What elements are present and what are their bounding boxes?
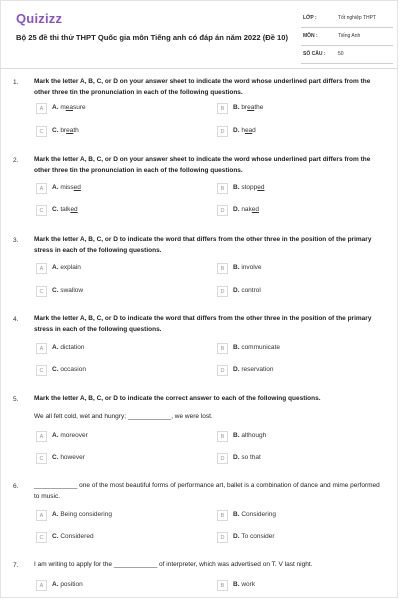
underlined-part: ea (66, 127, 74, 134)
logo-text: Quizizz (16, 11, 63, 26)
option-prefix: B. (233, 184, 242, 191)
meta-row-class (301, 10, 393, 28)
option-prefix: D. (233, 127, 242, 134)
meta-value: Tốt nghiệp THPT (338, 15, 376, 21)
option-text: A. dictation (52, 344, 85, 351)
option-text: B. work (233, 581, 256, 588)
option-prefix: A. (52, 581, 61, 588)
question-number: 3. (13, 237, 19, 244)
option-prefix: A. (52, 104, 61, 111)
option-letter-box: A (36, 510, 47, 521)
option-prefix: C. (52, 454, 61, 461)
option-text: D. control (233, 287, 261, 294)
option-text: A. position (52, 581, 83, 588)
meta-row-count (301, 46, 393, 64)
option-text: A. explain (52, 264, 81, 271)
option-prefix: B. (233, 581, 242, 588)
question-number: 6. (13, 483, 19, 490)
option-prefix: A. (52, 511, 61, 518)
meta-label: LỚP : (303, 15, 317, 21)
option-prefix: A. (52, 264, 61, 271)
option-letter-box: B (217, 580, 228, 591)
option-letter-box: D (217, 365, 228, 376)
underlined-part: ed (251, 206, 260, 213)
option-text: B. although (233, 432, 267, 439)
option-prefix: C. (52, 287, 61, 294)
question-text: I am writing to apply for the ____________ of interpreter, which was advertised on T. V last night. (34, 561, 313, 568)
option-letter-box: D (217, 453, 228, 464)
option-letter-box: B (217, 183, 228, 194)
option-text: D. reservation (233, 366, 274, 373)
question-number: 2. (13, 157, 19, 164)
option-letter-box: B (217, 343, 228, 354)
option-prefix: D. (233, 206, 242, 213)
option-letter-box: B (217, 263, 228, 274)
option-prefix: B. (233, 264, 242, 271)
question-text: Mark the letter A, B, C, or D on your answer sheet to indicate the word whose underlined part differs from the other three tin the pronunciation in each of the following questions. (34, 156, 371, 174)
worksheet-title: Bộ 25 đề thi thử THPT Quốc gia môn Tiếng anh có đáp án năm 2022 (Đề 10) (16, 33, 289, 42)
option-prefix: A. (52, 432, 61, 439)
option-text: D. so that (233, 454, 261, 461)
meta-value: 50 (338, 51, 344, 57)
option-prefix: D. (233, 287, 242, 294)
option-text: B. Considering (233, 511, 276, 518)
option-letter-box: D (217, 126, 228, 137)
option-letter-box: D (217, 205, 228, 216)
option-letter-box: A (36, 103, 47, 114)
underlined-part: ed (70, 206, 78, 213)
option-text: C. swallow (52, 287, 84, 294)
underlined-part: ed (257, 184, 265, 191)
question-text: Mark the letter A, B, C, or D to indicate the correct answer to each of the following questions. (34, 395, 321, 402)
option-prefix: C. (52, 127, 61, 134)
option-letter-box: C (36, 286, 47, 297)
option-letter-box: B (217, 510, 228, 521)
meta-table (301, 10, 393, 64)
option-text: A. missed (52, 184, 81, 191)
meta-value: Tiếng Anh (338, 33, 361, 39)
option-prefix: B. (233, 511, 242, 518)
option-text: B. breathe (233, 104, 264, 111)
quizizz-logo (16, 11, 62, 26)
underlined-part: ea (65, 104, 73, 111)
question-number: 4. (13, 316, 19, 323)
option-letter-box: C (36, 205, 47, 216)
meta-label: MÔN : (303, 33, 318, 39)
underlined-part: ea (247, 104, 255, 111)
question-text: Mark the letter A, B, C, or D on your answer sheet to indicate the word whose underlined part differs from the other three tin the pronunciation in each of the following questions. (34, 78, 371, 96)
option-text: D. naked (233, 206, 260, 213)
question-text: Mark the letter A, B, C, or D to indicate the word that differs from the other three in the position of the primary stress in each of the following questions. (34, 236, 372, 254)
meta-row-subject (301, 28, 393, 46)
option-text: D. head (233, 127, 256, 134)
option-text: D. To consider (233, 533, 275, 540)
question-stem: We all felt cold, wet and hungry; ____________, we were lost. (34, 413, 213, 420)
option-prefix: B. (233, 432, 242, 439)
option-prefix: A. (52, 184, 61, 191)
question-number: 5. (13, 396, 19, 403)
option-prefix: D. (233, 454, 242, 461)
option-letter-box: A (36, 343, 47, 354)
option-text: B. communicate (233, 344, 280, 351)
option-letter-box: B (217, 103, 228, 114)
underlined-part: ed (73, 184, 81, 191)
option-prefix: C. (52, 533, 61, 540)
option-text: C. Considered (52, 533, 94, 540)
option-letter-box: C (36, 126, 47, 137)
header-divider (0, 68, 398, 69)
option-letter-box: B (217, 431, 228, 442)
question-text: ____________ one of the most beautiful forms of performance art, ballet is a combination of dance and mime performed to music. (34, 482, 380, 500)
option-text: C. breath (52, 127, 79, 134)
option-letter-box: A (36, 183, 47, 194)
option-text: A. moreover (52, 432, 88, 439)
option-letter-box: D (217, 532, 228, 543)
option-letter-box: C (36, 453, 47, 464)
option-text: B. involve (233, 264, 262, 271)
question-number: 7. (13, 562, 19, 569)
option-letter-box: A (36, 431, 47, 442)
option-letter-box: C (36, 365, 47, 376)
option-text: A. Being considering (52, 511, 112, 518)
option-letter-box: A (36, 580, 47, 591)
option-prefix: C. (52, 206, 61, 213)
meta-label: SỐ CÂU : (303, 51, 326, 57)
underlined-part: ea (244, 127, 253, 134)
option-prefix: D. (233, 366, 242, 373)
option-letter-box: C (36, 532, 47, 543)
question-number: 1. (13, 79, 19, 86)
option-text: C. however (52, 454, 85, 461)
option-prefix: B. (233, 344, 242, 351)
option-prefix: B. (233, 104, 242, 111)
question-text: Mark the letter A, B, C, or D to indicate the word that differs from the other three in the position of the primary stress in each of the following questions. (34, 315, 372, 333)
option-prefix: A. (52, 344, 61, 351)
option-prefix: D. (233, 533, 242, 540)
option-text: A. measure (52, 104, 86, 111)
option-text: B. stopped (233, 184, 265, 191)
option-prefix: C. (52, 366, 61, 373)
option-text: C. occasion (52, 366, 86, 373)
option-letter-box: A (36, 263, 47, 274)
worksheet-header (0, 0, 398, 62)
option-text: C. talked (52, 206, 78, 213)
option-letter-box: D (217, 286, 228, 297)
